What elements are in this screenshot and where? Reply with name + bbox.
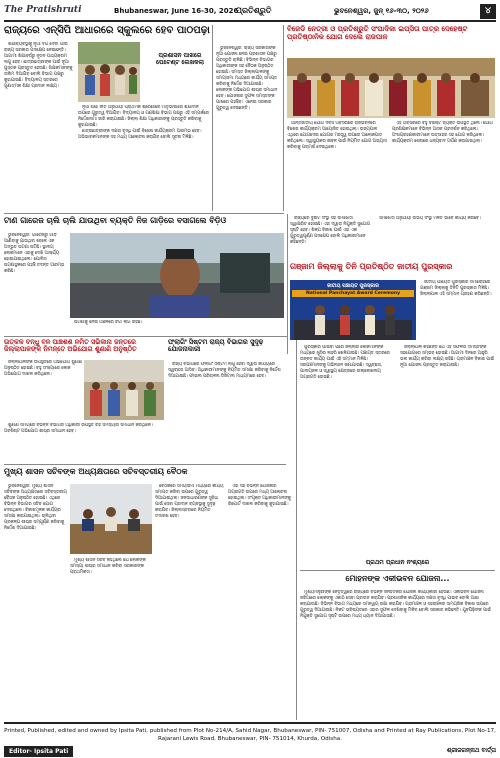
section-rule (300, 570, 495, 571)
headline-yoga-governor: ବିଜେଡି ନେତ୍ରୀ ଓ ପ୍ରତିଶ୍ରୁତି ସଂପାଦିକା ଇପ୍‌ସିତା ପାତ୍ର ଦେହେଷ୍ଟ ପ୍ରତିଷ୍ଠାନିକ ଯୋଗ ଦେଲେ ରାଜପାଳ (287, 25, 468, 42)
article-mohan-text: ମୁଖ୍ୟମନ୍ତ୍ରୀଙ୍କ ନେତୃତ୍ୱରେ ରାଜ୍ୟରେ ବିଭିନ୍ନ ଜନହିତକର ଯୋଜନା କାର୍ଯ୍ୟକାରୀ ହେଉଛି। ଏକୀଭବନ ଯୋଜନା ଜରିଆରେ ଲୋକଙ୍କୁ ଏକାଠି ସେବା ପ୍ରଦାନ କରାଯିବ। ପ୍ରଶାସନିକ କାର୍ଯ୍ୟରେ ଦକ୍ଷତା ବୃଦ୍ଧି ପାଇବ ବୋଲି ଆଶା କରାଯାଉଛି। ବିଭିନ୍ନ ବିଭାଗ ମଧ୍ୟରେ ସମନ୍ୱୟ ରକ୍ଷା କରାଯିବ। ଗ୍ରାମାଞ୍ଚଳ ଓ ସହରାଞ୍ଚଳର ସାମଗ୍ରିକ ବିକାଶ ଉପରେ ଗୁରୁତ୍ୱ ଦିଆଯାଉଛି। ନିକଟ ଭବିଷ୍ୟତରେ ଏହାର ସୁଫଳ ଦେଖିବାକୁ ମିଳିବ ବୋଲି ସରକାର କହିଛନ୍ତି। ଯୁବପିଢ଼ିଙ୍କ ପାଇଁ ନିଯୁକ୍ତି ସୁଯୋଗ ସୃଷ୍ଟି ଉପରେ ମଧ୍ୟ ଧ୍ୟାନ ଦିଆଯାଉଛି। (300, 590, 491, 619)
odia-dateline: ଭୁବନେଶ୍ୱର, ଜୁନ୍ ୧୬-୩୦, ୨୦୨୬ (334, 7, 429, 15)
article-yoga-text-2: ଏହି ଅବସରରେ ବହୁ ବିଶିଷ୍ଟ ବ୍ୟକ୍ତି ଉପସ୍ଥିତ ଥିଲେ। ଯୋଗ ପ୍ରଶିକ୍ଷକମାନେ ବିଭିନ୍ନ ଆସନ ପ୍ରଦର୍ଶନ କରିଥିଲେ। ଅଂଶଗ୍ରହଣକାରୀମାନେ ଉତ୍ସାହର ସହ ଯୋଗ କରିଥିଲେ। କାର୍ଯ୍ୟକ୍ରମ ଶେଷରେ ଧନ୍ୟବାଦ ଅର୍ପଣ କରାଯାଇଥିଲା। (392, 121, 493, 144)
meeting-photo (70, 484, 152, 554)
section-rule (4, 464, 286, 465)
masthead (4, 4, 496, 22)
headline-first-prime: ପ୍ରଥମ ପ୍ରଧାନ ନଂଶ୍ୟରେ (365, 559, 430, 566)
headline-ganjam-award: ଗଞ୍ଜାମ ଜିଲ୍ଲାକୁ ତିନି ପ୍ରତିଷ୍ଠିତ ଜାତୀୟ ପୁରସ୍କାର (290, 262, 453, 271)
section-title: ପ୍ରତିଶ୍ରୁତି (236, 6, 272, 15)
article-award-text: ଜାତୀୟ ପଞ୍ଚାୟତ ପୁରସ୍କାର ସମାରୋହରେ ଗଞ୍ଜାମ ଜିଲ୍ଲାକୁ ତିନିଟି ପୁରସ୍କାର ମିଳିଛି। ଜିଲ୍ଲାପାଳ ଏହି ସମ୍ମାନ ଗ୍ରହଣ କରିଛନ୍ତି। (420, 280, 492, 297)
article-left-lower: ଶୁଣାଣି ସମୟରେ ବିଭିନ୍ନ ବିଭାଗର ଅଧିକାରୀ ଉପସ୍ଥିତ ରହି ସମସ୍ୟାର ସମାଧାନ କରିଥିଲେ। ଅବଶିଷ୍ଟ ଅଭିଯୋଗ ଶୀଘ୍ର ସମାଧାନ ହେବ। (4, 423, 153, 434)
article-garage-text-2: ଘଟଣାକୁ ନେଇ ଅଞ୍ଚଳରେ ଚର୍ଚ୍ଚା ଲାଗି ରହିଛି। (74, 320, 143, 325)
school-students-photo (78, 42, 140, 102)
grievance-hearing-photo (84, 360, 164, 420)
article-school-text-2: ନୂଆ ଶିକ୍ଷା ନୀତି ଅନୁଯାୟୀ ପ୍ରାଥମିକ ଶ୍ରେଣୀରେ ମାତୃଭାଷାରେ ଶିକ୍ଷାଦାନ ଉପରେ ଗୁରୁତ୍ୱ ଦିଆଯିବ। ବିଦ୍ୟାଳୟ ଓ ଗଣଶିକ୍ଷା ବିଭାଗ ପକ୍ଷରୁ ଏହି ସମ୍ପର୍କରେ ନିର୍ଦ୍ଦେଶନାମା ଜାରି କରାଯାଇଛି। ଜିଲ୍ଲା ଶିକ୍ଷା ଅଧିକାରୀଙ୍କୁ ପ୍ରସ୍ତୁତି କରିବାକୁ କୁହାଯାଇଛି। ଛାତ୍ରଛାତ୍ରୀଙ୍କ ଦକ୍ଷତା ବୃଦ୍ଧି ପାଇଁ ବିଶେଷ କାର୍ଯ୍ୟକ୍ରମ ଆରମ୍ଭ ହେବ। ଅଭିଭାବକମାନଙ୍କ ସହ ମଧ୍ୟ ଆଲୋଚନା କରାଯିବ ବୋଲି ସୂଚନା ମିଳିଛି। (78, 105, 209, 140)
article-grievance-text: ଜିଲ୍ଲାପାଳଙ୍କ ଉପସ୍ଥିତିରେ ଅଭିଯୋଗ ଶୁଣାଣି ଅନୁଷ୍ଠିତ ହୋଇଛି। ବହୁ ସଂଖ୍ୟାରେ ଲୋକ ଅଭିଯୋଗ ଦାଖଲ କରିଥିଲେ। (4, 360, 82, 377)
article-chief-secretary-text-2: ବୈଠକରେ ସମୟସୀମା ମଧ୍ୟରେ କାର୍ଯ୍ୟ ସମାପ୍ତ କରିବା ଉପରେ ଗୁରୁତ୍ୱ ଦିଆଯାଇଥିଲା। ଜନସାଧାରଣଙ୍କ ସୁବିଧା ପାଇଁ ସେବା ପ୍ରଦାନ ବ୍ୟବସ୍ଥାକୁ ସୁଦୃଢ଼ କରାଯିବ। ଜିଲ୍ଲାସ୍ତରରେ ନିୟମିତ ତଦାରଖ ହେବ। (155, 484, 224, 519)
article-right-lower-2: ଜିଲ୍ଲାପାଳ କହିଛନ୍ତି ଯେ ଏହି ସଫଳତା ସମସ୍ତଙ୍କ ସହଯୋଗରେ ସମ୍ଭବ ହୋଇଛି। ଆଗାମୀ ଦିନରେ ଆହୁରି ଭଲ କାର୍ଯ୍ୟ କରିବା ଲକ୍ଷ୍ୟ ରହିଛି। ଗ୍ରାମାଞ୍ଚଳ ବିକାଶ ପାଇଁ ନୂଆ ଯୋଜନା ପ୍ରସ୍ତୁତ କରାଯାଉଛି। (400, 345, 495, 368)
column-rule (296, 340, 297, 720)
column-rule (212, 25, 213, 211)
headline-grievance-hearing: ଉତ୍କଳ ବନ୍ଧୁ ବନ ପାଞ୍ଚଶଶ ନମିତ ସଭିକାନା ଜନ୍ତରେ ଜିଲ୍ଲାପାଳଙ୍କ ନିମନ୍ତେ ଅଭିଯୋଗ ଶୁଣାଣି ଅନୁଷ୍ଠିତ (4, 338, 137, 354)
section-rule (4, 336, 287, 337)
headline-school-ncp: ରାଜ୍ୟରେ ଏନ୍‌ସିପି ଆଧାରରେ ସ୍କୁଲରେ ହେବ ପାଠପଢ଼ା (4, 25, 210, 36)
article-flagging-text: ରାଜ୍ୟ ବିଭାଗରେ ଫ୍ଲାଗିଂ ସିଷ୍ଟମ ଲାଗୁ ହେବା ଦ୍ୱାରା କାର୍ଯ୍ୟରେ ସ୍ୱଚ୍ଛତା ଆସିବ। ଅଧିକାରୀମାନଙ୍କୁ ନିୟମିତ ସମୀକ୍ଷା କରିବାକୁ ନିର୍ଦ୍ଦେଶ ଦିଆଯାଇଛି। ଫାଇଲ ପରିଚାଳନା ଡିଜିଟାଲ ମାଧ୍ୟମରେ ହେବ। (168, 362, 281, 379)
section-rule (4, 213, 284, 214)
article-school-text: ଶିକ୍ଷାବ୍ୟବସ୍ଥାକୁ ନୂଆ ଦିଗ ଦେବା ପାଇଁ ରାଜ୍ୟ ସରକାର ପଦକ୍ଷେପ ନେଇଛନ୍ତି। ଆଗାମୀ ଶିକ୍ଷାବର୍ଷରୁ ନୂତନ ପାଠ୍ୟକ୍ରମ ଲାଗୁ ହେବ। ଛାତ୍ରଛାତ୍ରୀଙ୍କ ପାଇଁ ନୂଆ ପୁସ୍ତକ ପ୍ରସ୍ତୁତ ହେଉଛି। ଶିକ୍ଷକମାନଙ୍କୁ ତାଲିମ ଦିଆଯିବ ବୋଲି ବିଭାଗ ପକ୍ଷରୁ କୁହାଯାଇଛି। ବିଦ୍ୟାଳୟ ସ୍ତରରେ ଗୁଣାତ୍ମକ ଶିକ୍ଷା ପ୍ରଦାନ ଲକ୍ଷ୍ୟ। (4, 42, 73, 89)
article-yoga-text: ଆନ୍ତର୍ଜାତୀୟ ଯୋଗ ଦିବସ ଅବସରରେ ରାଜଭବନରେ ବିଶେଷ କାର୍ଯ୍ୟକ୍ରମ ଆୟୋଜିତ ହୋଇଥିଲା। ରାଜ୍ୟପାଳ ଏଥିରେ ଯୋଗଦେଇ ଯୋଗର ମହତ୍ତ୍ୱ ଉପରେ ଆଲୋକପାତ କରିଥିଲେ। ସ୍ୱାସ୍ଥ୍ୟକର ଜୀବନ ପାଇଁ ନିୟମିତ ଯୋଗ ଅଭ୍ୟାସ କରିବାକୁ ପରାମର୍ଶ ଦେଇଥିଲେ। (287, 121, 387, 150)
article-middle-text: ଭୁବନେଶ୍ୱର: ରାଜ୍ୟ ସରକାରଙ୍କ ନୂଆ ଯୋଜନା ନେଇ ପ୍ରଶାସନ ପକ୍ଷରୁ ପ୍ରସ୍ତୁତି ଚାଲିଛି। ବିଭିନ୍ନ ବିଭାଗର ଅଧିକାରୀଙ୍କ ସହ ବୈଠକ ଅନୁଷ୍ଠିତ ହୋଇଛି। ସମସ୍ତ ଜିଲ୍ଲାପାଳଙ୍କୁ ସମୟସୀମା ମଧ୍ୟରେ କାର୍ଯ୍ୟ ସମାପ୍ତ କରିବାକୁ ନିର୍ଦ୍ଦେଶ ଦିଆଯାଇଛି। ଲୋକଙ୍କ ଅଭିଯୋଗ ଶୀଘ୍ର ସମାଧାନ ହେବ। ଯୋଜନାର ସୁଫଳ ସମସ୍ତଙ୍କ ପାଖରେ ପହଞ୍ଚିବ। ଏନେଇ ସରକାର ଗୁରୁତ୍ୱ ଦେଇଛନ୍ତି। (216, 46, 278, 111)
headline-flagging-system: ଫ୍ଲାଗିଂ ସିଷ୍ଟମ ରାଜ୍ୟ ବିଭାଗର ସୁଦୃଢ଼ ଯୋଜନାକାରୀ (168, 338, 264, 354)
yoga-event-photo (287, 58, 495, 118)
article-meeting-lower: ମୁଖ୍ୟ ଶାସନ ସଚିବ କହିଥିଲେ ଯେ ଲୋକଙ୍କ ସମସ୍ୟା ଶୀଘ୍ର ସମାଧାନ କରିବା ସରକାରଙ୍କ ପ୍ରାଥମିକତା। (70, 558, 146, 575)
editor-credit: Editor- Ipsita Pati (4, 746, 73, 757)
page-footer (4, 722, 496, 756)
headline-chief-secretary: ମୁଖ୍ୟ ଶାସନ ସଚିବଙ୍କ ଅଧ୍ୟକ୍ଷତାରେ ସଚିବସ୍ତରୀୟ ବୈଠକ (4, 467, 188, 476)
article-chief-secretary-text: ଭୁବନେଶ୍ୱର: ମୁଖ୍ୟ ଶାସନ ସଚିବଙ୍କ ଅଧ୍ୟକ୍ଷତାରେ ସଚିବସ୍ତରୀୟ ବୈଠକ ଅନୁଷ୍ଠିତ ହୋଇଛି। ଏଥିରେ ବିଭିନ୍ନ ବିଭାଗର ସଚିବ ଯୋଗ ଦେଇଥିଲେ। ବିକାଶମୂଳକ କାର୍ଯ୍ୟର ସମୀକ୍ଷା କରାଯାଇଥିଲା। ଚାଲିଥିବା ପ୍ରକଳ୍ପ ଶୀଘ୍ର ସମ୍ପୂର୍ଣ୍ଣ କରିବାକୁ ନିର୍ଦ୍ଦେଶ ଦିଆଯାଇଛି। (4, 484, 67, 531)
print-line: Printed, Published, edited and owned by Ipsita Pati, published from Plot No-214/A, Sahid Nagar, Bhubaneswar, PIN- 751007, Odisha and Printed at Ray Publications, Plot No-17, Rajarani Lewis Road, Bhubaneswar, PIN- 751014, Khurda, Odisha. (4, 728, 496, 742)
article-right-lower-1: ପୁରସ୍କାର ପାଇବା ପରେ ଜିଲ୍ଲାର ଲୋକମାନଙ୍କ ମଧ୍ୟରେ ଖୁସିର ଲହରି ଖେଳିଯାଇଛି। ପଞ୍ଚାୟତ ସ୍ତରରେ ଉନ୍ନତ କାର୍ଯ୍ୟ ପାଇଁ ଏହି ସମ୍ମାନ ମିଳିଛି। ସରପଞ୍ଚମାନଙ୍କୁ ଅଭିନନ୍ଦନ ଜଣାଯାଇଛି। ସ୍ୱଚ୍ଛତା, ପାନୀୟଜଳ ଓ ସ୍ୱାସ୍ଥ୍ୟ କ୍ଷେତ୍ରରେ ଉଲ୍ଲେଖନୀୟ ଅଗ୍ରଗତି ହୋଇଛି। (300, 345, 390, 380)
headline-mohan-scheme: ମୋହନଙ୍କ ଏକୀଭବନ ଯୋଜନା... (345, 574, 450, 583)
article-garage-text: ଭୁବନେଶ୍ୱର: ଗାରେଜରୁ ଗାଡ଼ି ଆଣିବାକୁ ଯାଉଥିବା ବେଳେ ଏକ ଅଦ୍ଭୁତ ଘଟଣା ଘଟିଛି। ସ୍ଥାନୀୟ ଲୋକମାନେ ଏହାକୁ ଦେଖି ଆଶ୍ଚର୍ଯ୍ୟ ହୋଇଯାଇଥିଲେ। ପୋଲିସ ଘଟଣାସ୍ଥଳରେ ପହଞ୍ଚି ତଦନ୍ତ ଆରମ୍ଭ କରିଛି। (4, 233, 65, 274)
column-rule (283, 25, 284, 211)
column-rule (287, 214, 288, 354)
page-number: ୪ (480, 4, 496, 19)
man-in-car-photo (70, 233, 284, 318)
newspaper-logo: The Pratishruti (4, 5, 82, 15)
article-mou-text-2: ସମଝୋତା ଅନୁଯାୟୀ ଉଭୟ ସଂସ୍ଥା ମିଳିତ ଭାବେ କାର୍ଯ୍ୟ କରିବେ। (379, 216, 481, 221)
dateline: Bhubaneswar, June 16-30, 2026 (114, 7, 239, 15)
headline-administration: ପ୍ରଶାସନ ପାଖରେ ପେଟେଣ୍ଟ ଲେଖକଲା (156, 52, 204, 66)
article-mou-text: ରାଜ୍ୟରେ ଦୁଇଟି ସଂସ୍ଥା ସହ ସମଝୋତା ସ୍ୱାକ୍ଷରିତ ହୋଇଛି। ଏହା ଦ୍ୱାରା ନିଯୁକ୍ତି ସୁଯୋଗ ସୃଷ୍ଟି ହେବ। ଶିଳ୍ପ ବିକାଶ ପାଇଁ ଏହା ଏକ ଗୁରୁତ୍ୱପୂର୍ଣ୍ଣ ପଦକ୍ଷେପ ବୋଲି ଅଧିକାରୀମାନେ କହିଛନ୍ତି। (290, 216, 370, 245)
footer-tagline: ଶ୍ରୀଜଗନ୍ନାଥ ବାର୍ତ୍ତା (446, 747, 496, 754)
award-banner-odia: ଜାତୀୟ ପଞ୍ଚାୟତ ପୁରସ୍କାର (292, 282, 414, 290)
award-banner-english: National Panchayat Award Ceremony (292, 290, 414, 297)
headline-garage-car: ଟାଣ ଗାରେଜ ଚାଲି ଚାଲି ଯାଉଥିବା ବ୍ୟକ୍ତି ନିଜ ଗାଡ଼ିରେ ବସାଗଲେ ବିଡ଼ିଓ (4, 216, 227, 225)
article-chief-secretary-text-3: ଏହା ସହ ବିଭିନ୍ନ ଯୋଜନାର ଅଗ୍ରଗତି ଉପରେ ମଧ୍ୟ ଆଲୋଚନା ହୋଇଥିଲା। ସଂପୃକ୍ତ ଅଧିକାରୀମାନଙ୍କୁ ରିପୋର୍ଟ ଦାଖଲ କରିବାକୁ କୁହାଯାଇଛି। (228, 484, 291, 507)
